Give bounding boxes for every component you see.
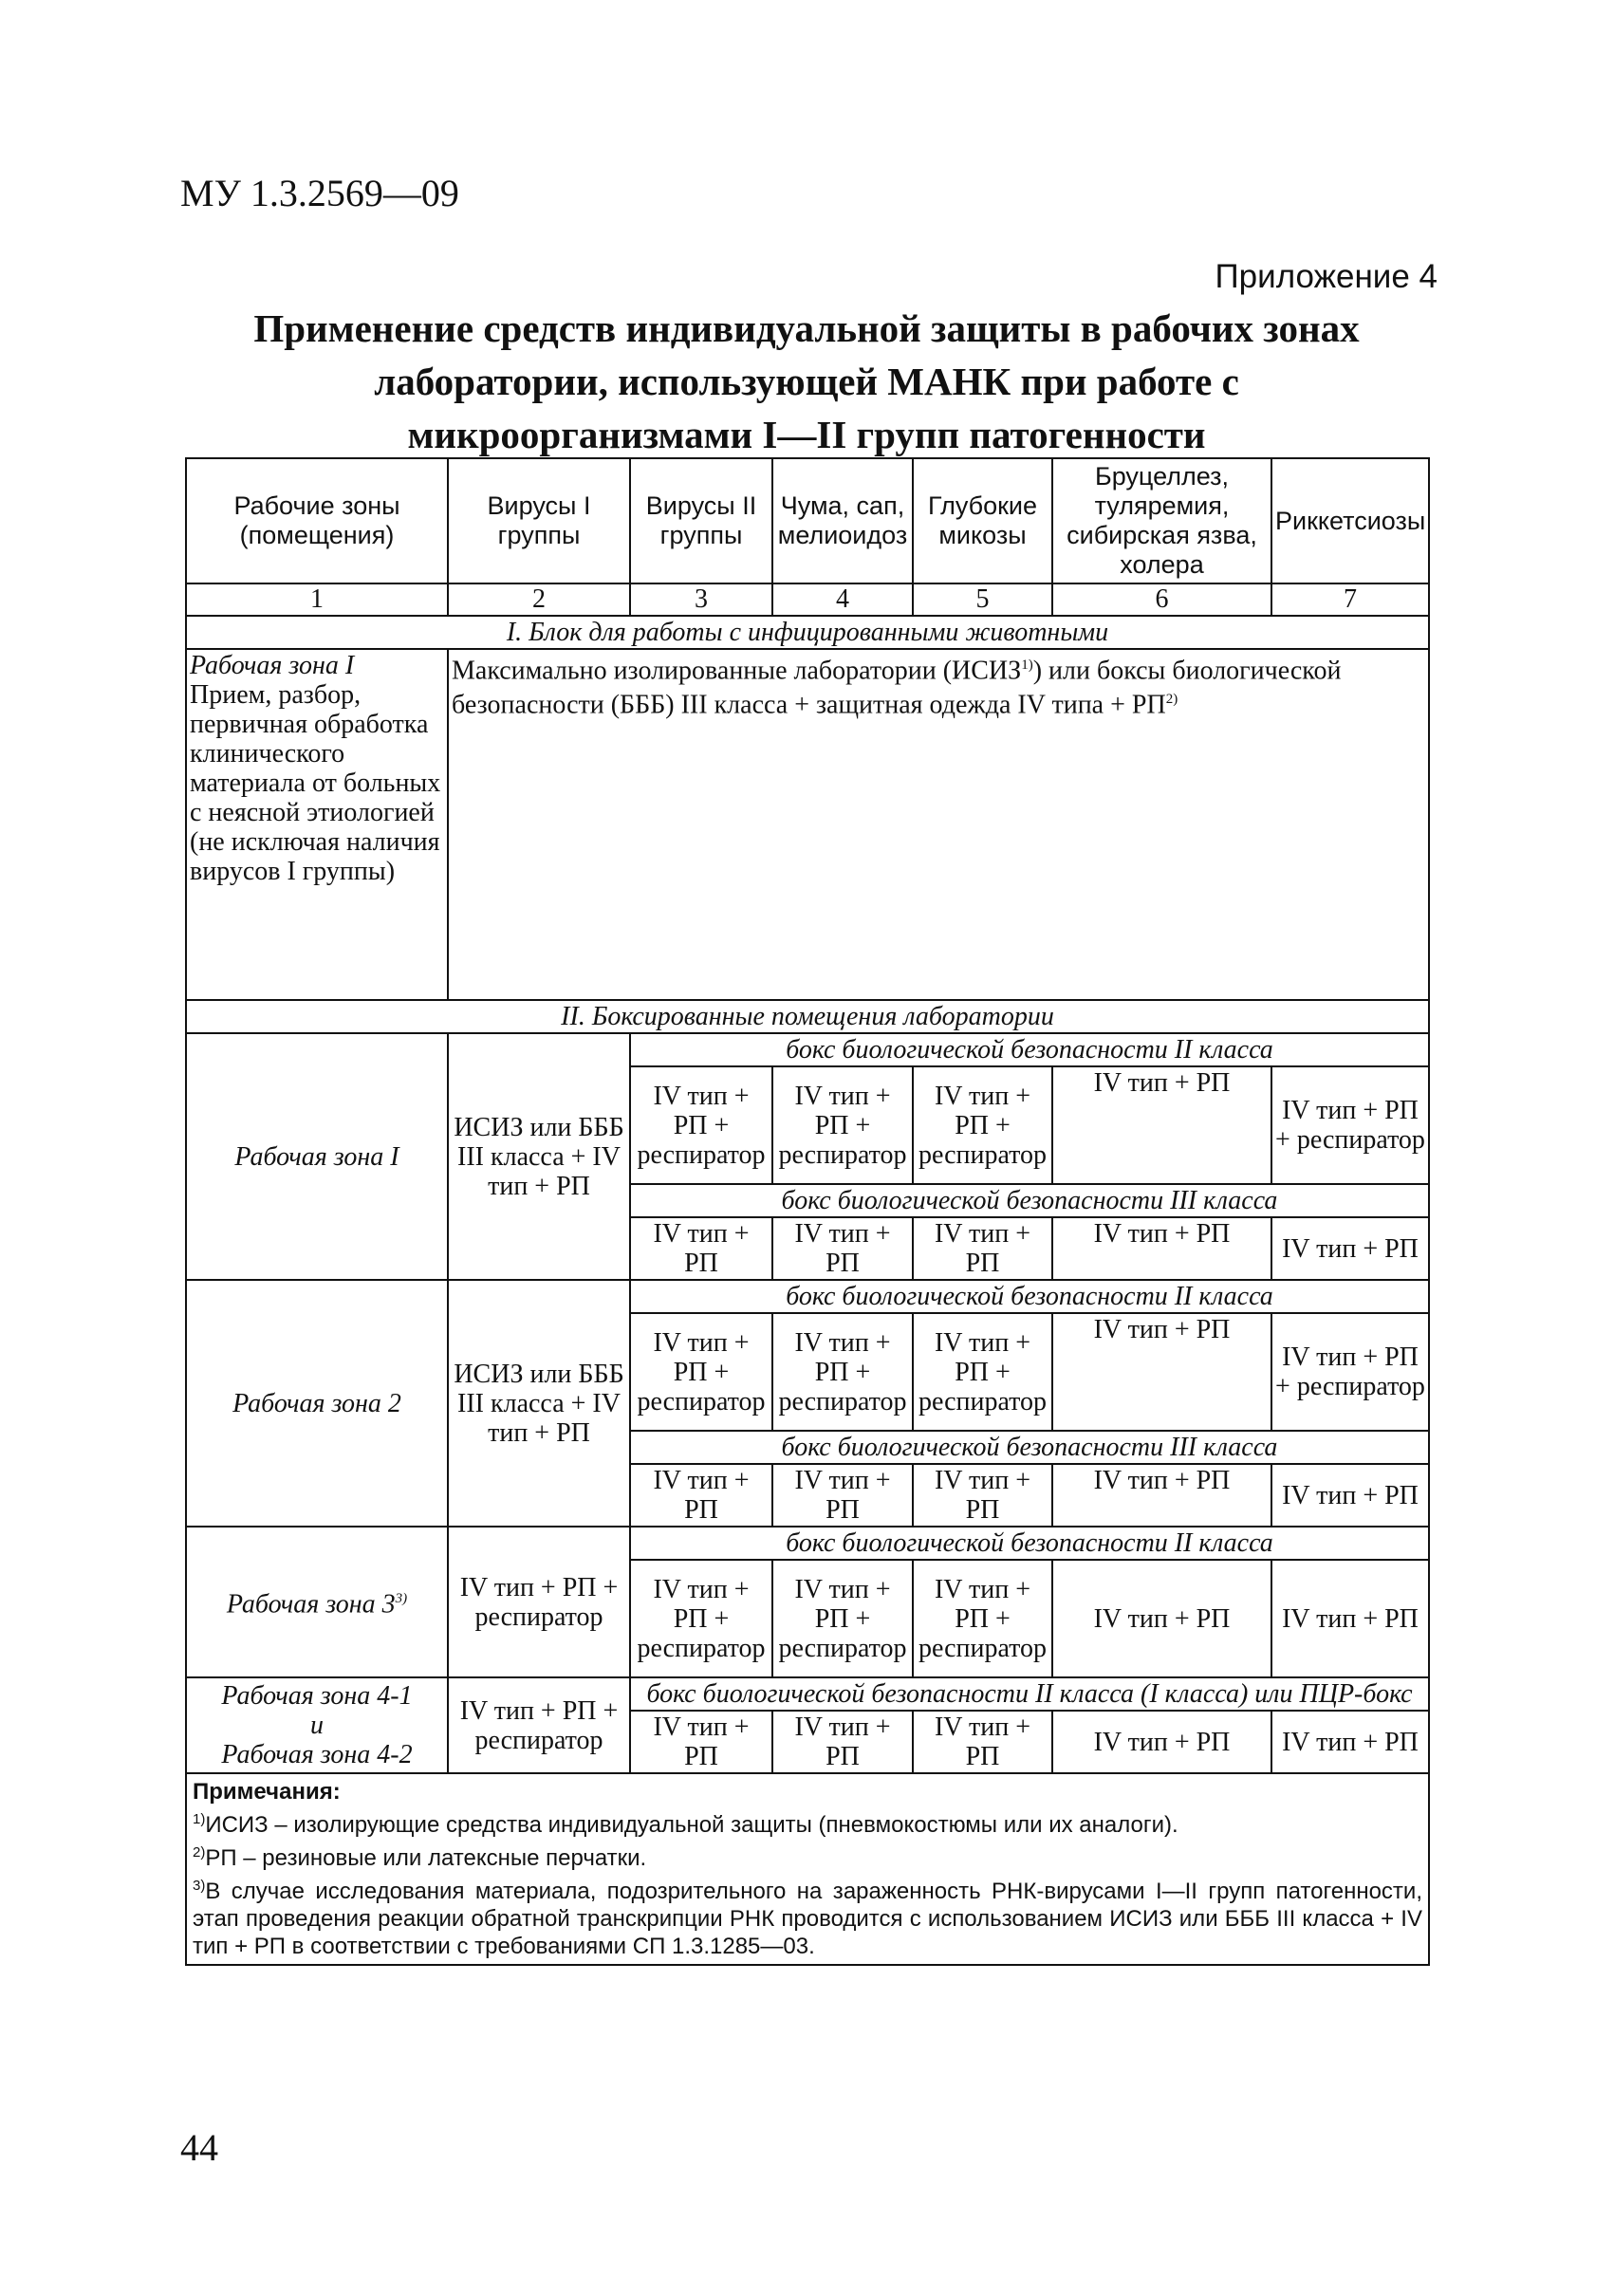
table-cell: IV тип + РП + респиратор xyxy=(913,1066,1052,1184)
table-cell: IV тип + РП xyxy=(772,1464,913,1527)
note-text: ИСИЗ – изолирующие средства индивидуальной защиты (пневмокостюмы или их аналоги). xyxy=(205,1812,1178,1838)
note-item xyxy=(193,1839,1422,1872)
zone4-label-2: Рабочая зона 4-2 xyxy=(221,1740,413,1769)
zone1-requirement xyxy=(448,649,1429,1000)
table-cell: IV тип + РП xyxy=(1271,1464,1429,1527)
document-code: МУ 1.3.2569—09 xyxy=(180,172,459,214)
table-cell: IV тип + РП + респиратор xyxy=(630,1313,772,1431)
zone1b-bsl2-header-row xyxy=(186,1033,1429,1066)
virus1-cell: IV тип + РП + респиратор xyxy=(448,1677,630,1773)
table-cell: IV тип + РП + респиратор xyxy=(1271,1313,1429,1431)
table-cell: IV тип + РП xyxy=(1271,1217,1429,1280)
zone3-label-text: Рабочая зона 3 xyxy=(226,1589,396,1620)
table-cell: IV тип + РП + респиратор xyxy=(630,1066,772,1184)
ppe-table xyxy=(185,457,1430,1966)
table-cell: IV тип + РП xyxy=(1052,1066,1271,1184)
virus1-cell: ИСИЗ или БББ III класса + IV тип + РП xyxy=(448,1033,630,1280)
box-class-label: бокс биологической безопасности III класса xyxy=(630,1431,1429,1464)
table-cell: IV тип + РП xyxy=(1271,1560,1429,1677)
table-cell: IV тип + РП xyxy=(1271,1711,1429,1773)
table-cell: IV тип + РП + респиратор xyxy=(772,1066,913,1184)
box-class-label: бокс биологической безопасности III класса xyxy=(630,1184,1429,1217)
title-line-3: микроорганизмами I—II групп патогенности xyxy=(407,413,1206,456)
zone1-row xyxy=(186,649,1429,1000)
note-text: В случае исследования материала, подозрительного на зараженность РНК-вирусами I—II групп патогенности, этап проведения реакции обратной транскрипции РНК проводится с использованием ИСИЗ или БББ III класса + IV тип + РП в соответствии с требованиями СП 1.3.1285—03. xyxy=(193,1879,1422,1959)
table-cell: IV тип + РП xyxy=(1052,1464,1271,1527)
section-row xyxy=(186,616,1429,649)
column-numbers-row xyxy=(186,583,1429,616)
col-header: Чума, сап, мелиоидоз xyxy=(772,458,913,583)
table-cell: IV тип + РП + респиратор xyxy=(913,1313,1052,1431)
col-header: Риккетсиозы xyxy=(1271,458,1429,583)
table-cell: IV тип + РП + респиратор xyxy=(772,1560,913,1677)
footnote-marker: 2) xyxy=(193,1844,206,1861)
table-cell: IV тип + РП xyxy=(772,1217,913,1280)
zone-label: Рабочая зона 2 xyxy=(186,1280,448,1527)
page-number: 44 xyxy=(180,2126,218,2169)
footnote-ref: 3) xyxy=(395,1591,408,1607)
box-class-label: бокс биологической безопасности II класса (I класса) или ПЦР-бокс xyxy=(630,1677,1429,1711)
col-header: Глубокие микозы xyxy=(913,458,1052,583)
section-title: I. Блок для работы с инфицированными животными xyxy=(186,616,1429,649)
col-number: 7 xyxy=(1271,583,1429,616)
col-header: Вирусы II группы xyxy=(630,458,772,583)
table-cell: IV тип + РП + респиратор xyxy=(913,1560,1052,1677)
zone-label: Рабочая зона I xyxy=(186,1033,448,1280)
table-cell: IV тип + РП xyxy=(1052,1560,1271,1677)
section-row xyxy=(186,1000,1429,1033)
zone-label xyxy=(186,1527,448,1677)
zone1-label: Рабочая зона I xyxy=(190,651,355,680)
col-number: 5 xyxy=(913,583,1052,616)
table-cell: IV тип + РП xyxy=(630,1217,772,1280)
col-number: 6 xyxy=(1052,583,1271,616)
footnote-marker: 1) xyxy=(193,1811,206,1827)
footnote-ref: 1) xyxy=(1021,657,1033,673)
section-title: II. Боксированные помещения лаборатории xyxy=(186,1000,1429,1033)
title-line-2: лаборатории, использующей МАНК при работе с xyxy=(374,360,1239,403)
notes-block xyxy=(186,1773,1429,1965)
table-cell: IV тип + РП xyxy=(1052,1711,1271,1773)
box-class-label: бокс биологической безопасности II класса xyxy=(630,1033,1429,1066)
table-cell: IV тип + РП xyxy=(913,1711,1052,1773)
col-header: Рабочие зоны (помещения) xyxy=(186,458,448,583)
table-header-row xyxy=(186,458,1429,583)
page-title xyxy=(142,302,1471,461)
notes-title: Примечания: xyxy=(193,1779,341,1805)
virus1-cell: IV тип + РП + респиратор xyxy=(448,1527,630,1677)
zone3-header-row xyxy=(186,1527,1429,1560)
zone1-cell xyxy=(186,649,448,1000)
col-number: 4 xyxy=(772,583,913,616)
table-cell: IV тип + РП xyxy=(913,1464,1052,1527)
table-cell: IV тип + РП xyxy=(772,1711,913,1773)
title-line-1: Применение средств индивидуальной защиты в рабочих зонах xyxy=(253,306,1360,350)
zone4-label-and: и xyxy=(310,1711,324,1740)
col-number: 3 xyxy=(630,583,772,616)
zone4-header-row xyxy=(186,1677,1429,1711)
table-cell: IV тип + РП xyxy=(630,1711,772,1773)
note-text: РП – резиновые или латексные перчатки. xyxy=(205,1845,647,1871)
col-number: 1 xyxy=(186,583,448,616)
table-cell: IV тип + РП xyxy=(1052,1217,1271,1280)
zone4-label-1: Рабочая зона 4-1 xyxy=(221,1681,413,1711)
zone-label xyxy=(186,1677,448,1773)
table-cell: IV тип + РП xyxy=(630,1464,772,1527)
notes-row xyxy=(186,1773,1429,1965)
box-class-label: бокс биологической безопасности II класса xyxy=(630,1527,1429,1560)
zone1-text: Максимально изолированные лаборатории (ИСИЗ xyxy=(452,656,1022,686)
table-cell: IV тип + РП + респиратор xyxy=(1271,1066,1429,1184)
table-cell: IV тип + РП xyxy=(913,1217,1052,1280)
box-class-label: бокс биологической безопасности II класса xyxy=(630,1280,1429,1313)
col-header: Вирусы I группы xyxy=(448,458,630,583)
table-cell: IV тип + РП xyxy=(1052,1313,1271,1431)
virus1-cell: ИСИЗ или БББ III класса + IV тип + РП xyxy=(448,1280,630,1527)
col-number: 2 xyxy=(448,583,630,616)
footnote-ref: 2) xyxy=(1165,692,1178,708)
col-header: Бруцеллез, туляремия, сибирская язва, холера xyxy=(1052,458,1271,583)
zone1-text-b: ) или боксы биологической безопасности (БББ) III класса + защитная одежда IV типа + РП xyxy=(452,656,1342,720)
note-item xyxy=(193,1805,1422,1839)
table-cell: IV тип + РП + респиратор xyxy=(630,1560,772,1677)
zone1-description: Прием, разбор, первичная обработка клинического материала от больных с неясной этиологией (не исключая наличия вирусов I группы) xyxy=(190,680,441,886)
appendix-label: Приложение 4 xyxy=(1215,258,1438,295)
table-cell: IV тип + РП + респиратор xyxy=(772,1313,913,1431)
footnote-marker: 3) xyxy=(193,1878,206,1894)
note-item xyxy=(193,1872,1422,1960)
zone2-bsl2-header-row xyxy=(186,1280,1429,1313)
